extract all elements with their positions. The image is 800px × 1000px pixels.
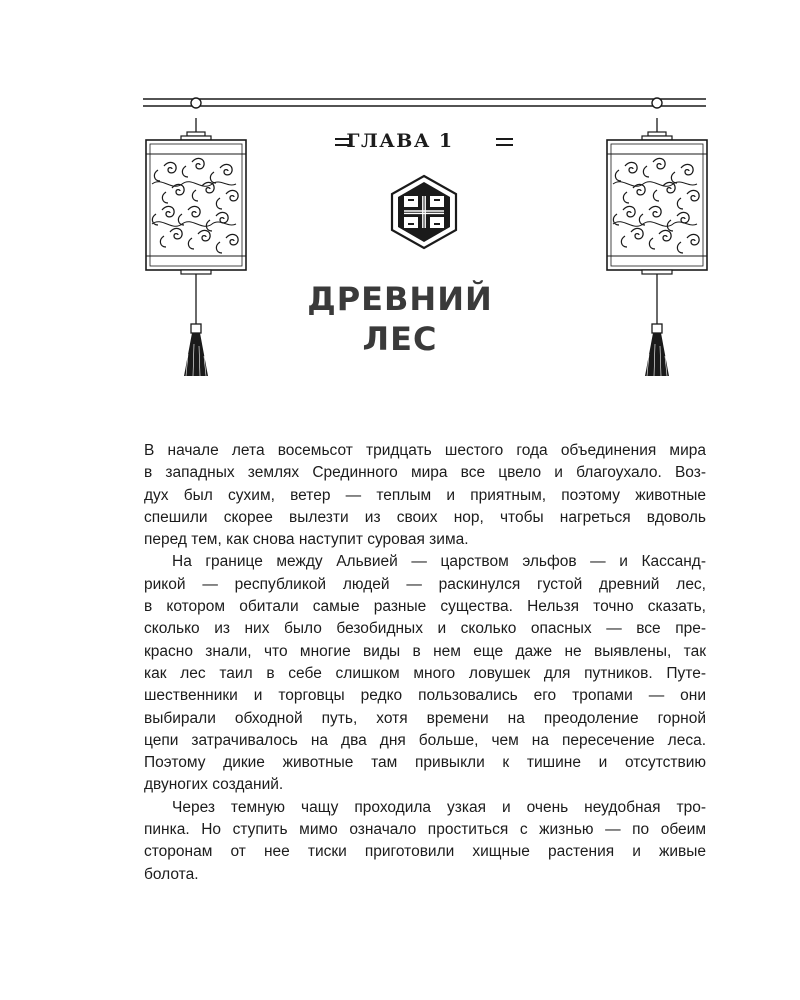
body-line: Через темную чащу проходила узкая и очень неудобная тро- bbox=[172, 798, 706, 816]
body-line: двуногих созданий. bbox=[144, 776, 284, 794]
body-line: спешили скорее вылезти из своих нор, чтобы нагреться вдоволь bbox=[144, 508, 706, 526]
body-line: цепи затрачивалось на два дня больше, чем на пересечение леса. bbox=[144, 731, 706, 749]
body-line: Поэтому дикие животные там привыкли к тишине и отсутствию bbox=[144, 754, 706, 772]
chapter-body bbox=[144, 440, 706, 886]
body-line: в котором обитали самые разные существа. Нельзя точно сказать, bbox=[144, 598, 706, 616]
body-line: рикой — республикой людей — раскинулся густой древний лес, bbox=[144, 575, 706, 593]
body-line: как лес таил в себе слишком много ловушек для путников. Путе- bbox=[144, 664, 706, 682]
top-rule bbox=[143, 99, 706, 106]
body-line: шественники и торговцы редко пользовались его тропами — они bbox=[144, 687, 706, 705]
body-line: в западных землях Срединного мира все цвело и благоухало. Воз- bbox=[144, 464, 706, 482]
chapter-title-line-1: ДРЕВНИЙ bbox=[307, 280, 493, 318]
body-line: красно знали, что многие виды в нем еще даже не выявлены, так bbox=[144, 642, 706, 660]
body-line: выбирали обходной путь, хотя времени на преодоление горной bbox=[144, 709, 706, 727]
body-line: В начале лета восемьсот тридцать шестого года объединения мира bbox=[144, 442, 706, 459]
body-line: болота. bbox=[144, 865, 199, 883]
body-line: сколько из них было безобидных и сколько опасных — все пре- bbox=[144, 620, 706, 638]
hexagon-emblem-icon bbox=[392, 176, 456, 248]
body-line: пинка. Но ступить мимо означало проститься с жизнью — по обеим bbox=[144, 821, 706, 839]
chapter-label: ГЛАВА 1 bbox=[346, 130, 454, 152]
body-line: сторонам от нее тиски приготовили хищные растения и живые bbox=[144, 843, 706, 861]
body-line: На границе между Альвией — царством эльфов — и Кассанд- bbox=[172, 553, 706, 571]
body-line: дух был сухим, ветер — теплым и приятным, поэтому животные bbox=[144, 486, 706, 504]
body-line: перед тем, как снова наступит суровая зима. bbox=[144, 531, 469, 549]
chapter-title-line-2: ЛЕС bbox=[362, 320, 438, 358]
